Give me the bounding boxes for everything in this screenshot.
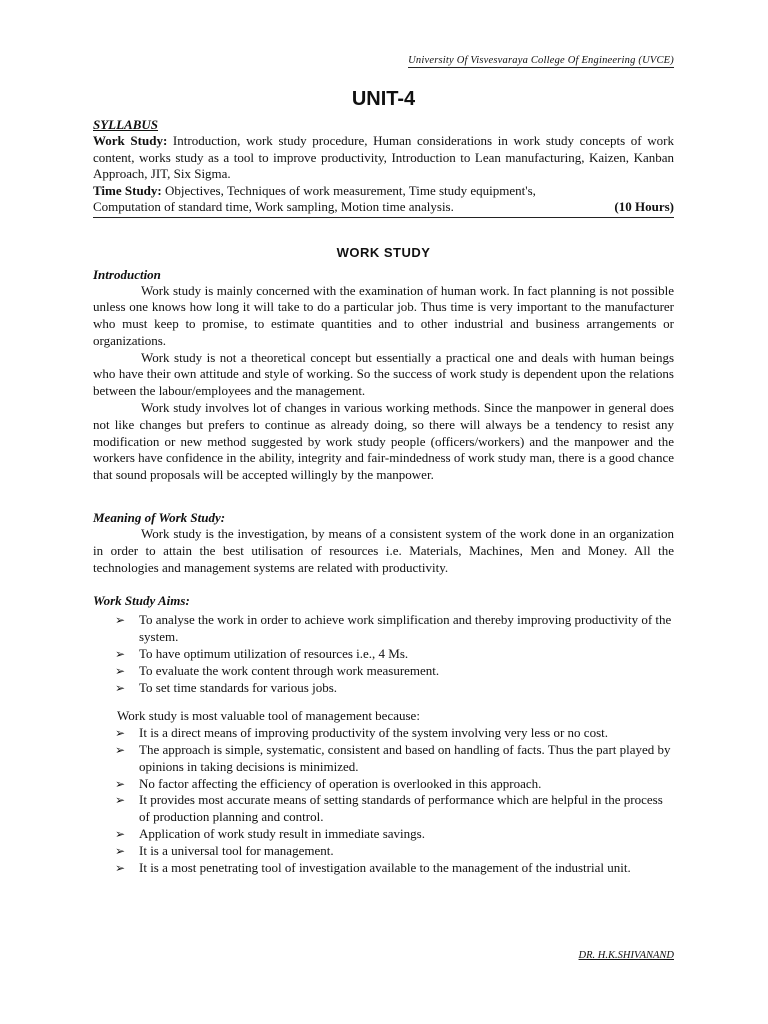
- arrow-bullet-icon: ➢: [115, 793, 126, 808]
- unit-title: UNIT-4: [351, 88, 416, 110]
- page-header: University Of Visvesvaraya College Of Engineering (UVCE): [408, 55, 674, 66]
- list-item: [93, 776, 674, 793]
- aims-list: [93, 612, 674, 696]
- list-item-text: It provides most accurate means of setting standards of performance which are helpful in the process of production planning and control.: [139, 792, 663, 825]
- arrow-bullet-icon: ➢: [115, 680, 126, 695]
- list-item-text: It is a most penetrating tool of investigation available to the management of the industrial unit.: [139, 859, 631, 875]
- arrow-bullet-icon: ➢: [115, 613, 126, 628]
- page-footer: DR. H.K.SHIVANAND: [578, 950, 674, 961]
- syllabus-label: SYLLABUS: [93, 117, 159, 132]
- arrow-bullet-icon: ➢: [115, 860, 126, 875]
- page-content: [93, 88, 674, 876]
- list-item-text: No factor affecting the efficiency of operation is overlooked in this approach.: [139, 775, 542, 791]
- list-item: [93, 612, 674, 646]
- intro-paragraph: Work study involves lot of changes in various working methods. Since the manpower in general does not like changes but prefers to continue as already doing, so there will always be a tendency to resist any modification or new method suggested by work study people (officers/workers) and the manpower and the workers have confidence in the ability, integrity and fair-mindedness of work study man, there is a good chance that sound proposals will be accepted willingly by the manpower.: [93, 400, 674, 483]
- list-item-text: To set time standards for various jobs.: [139, 679, 338, 695]
- meaning-paragraph: Work study is the investigation, by means of a consistent system of the work done in an organization in order to attain the best utilisation of resources i.e. Materials, Machines, Men and Money. All the technologies and management systems are related with productivity.: [93, 526, 674, 575]
- list-item: [93, 860, 674, 877]
- list-item: [93, 792, 674, 826]
- intro-paragraph: Work study is not a theoretical concept but essentially a practical one and deals with human beings who have their own attitude and style of working. So the success of work study is dependent upon the relations between the labour/employees and the management.: [93, 349, 674, 399]
- list-item: [93, 680, 674, 697]
- aims-heading: Work Study Aims:: [93, 593, 190, 609]
- list-item-text: Application of work study result in immediate savings.: [139, 826, 425, 842]
- list-item-text: It is a direct means of improving productivity of the system involving very less or no cost.: [139, 725, 609, 741]
- valuable-list: [93, 725, 674, 876]
- arrow-bullet-icon: ➢: [115, 776, 126, 791]
- time-study-topics-cont: Computation of standard time, Work sampling, Motion time analysis.: [93, 199, 454, 214]
- list-item-text: To analyse the work in order to achieve work simplification and thereby improving productivity of the system.: [139, 612, 672, 645]
- syllabus-block: [93, 117, 674, 218]
- list-item: [93, 826, 674, 843]
- list-item: [93, 646, 674, 663]
- work-study-topics: Introduction, work study procedure, Human considerations in work study concepts of work content, works study as a tool to improve productivity, Introduction to Lean manufacturing, Kaizen, Kanban Approach, JIT, Six Sigma.: [93, 133, 674, 181]
- arrow-bullet-icon: ➢: [115, 663, 126, 678]
- arrow-bullet-icon: ➢: [115, 726, 126, 741]
- arrow-bullet-icon: ➢: [115, 843, 126, 858]
- list-item-text: To have optimum utilization of resources i.e., 4 Ms.: [139, 646, 409, 662]
- syllabus-time-study: [93, 183, 674, 200]
- syllabus-divider: [93, 217, 674, 218]
- time-study-label: Time Study:: [93, 182, 162, 198]
- syllabus-work-study: [93, 133, 674, 183]
- meaning-heading: Meaning of Work Study:: [93, 510, 226, 526]
- introduction-heading: Introduction: [93, 266, 161, 282]
- work-study-label: Work Study:: [93, 133, 168, 148]
- list-item-text: To evaluate the work content through work measurement.: [139, 662, 440, 678]
- intro-paragraph: Work study is mainly concerned with the examination of human work. In fact planning is not possible unless one knows how long it will take to do a particular job. Thus time is very important to the manufacturer who must keep to promise, to estimate quantities and to other industrial and business arrangements or organizations.: [93, 282, 674, 348]
- arrow-bullet-icon: ➢: [115, 827, 126, 842]
- syllabus-time-study-cont: [93, 199, 674, 216]
- syllabus-hours: (10 Hours): [614, 199, 674, 214]
- arrow-bullet-icon: ➢: [115, 647, 126, 662]
- list-item-text: It is a universal tool for management.: [139, 842, 334, 858]
- list-item: [93, 843, 674, 860]
- arrow-bullet-icon: ➢: [115, 743, 126, 758]
- list-item: [93, 725, 674, 742]
- list-item-text: The approach is simple, systematic, consistent and based on handling of facts. Thus the part played by opinions in taking decisions is minimized.: [139, 742, 671, 774]
- list-item: [93, 663, 674, 680]
- section-title: WORK STUDY: [336, 244, 431, 260]
- list-item: [93, 742, 674, 776]
- valuable-intro: Work study is most valuable tool of management because:: [117, 708, 420, 724]
- time-study-topics: Objectives, Techniques of work measurement, Time study equipment's,: [161, 182, 536, 198]
